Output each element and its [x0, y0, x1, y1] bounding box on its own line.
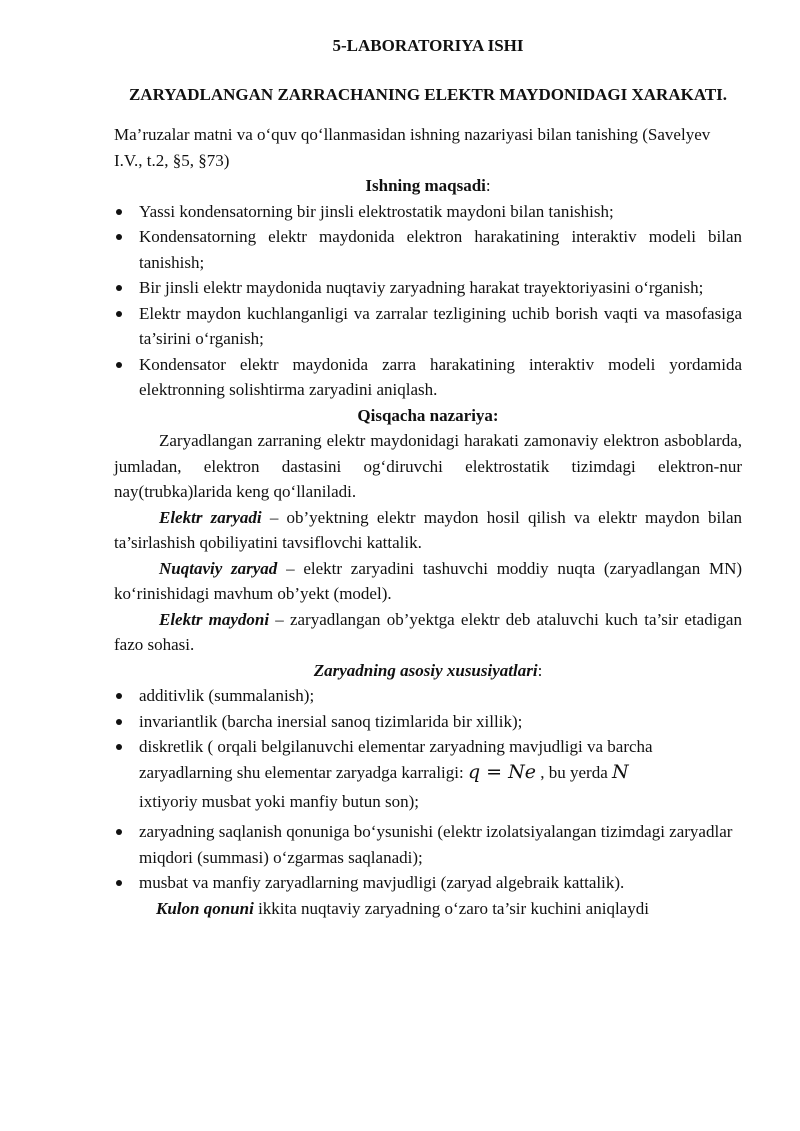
- intro-paragraph: Ma’ruzalar matni va o‘quv qo‘llanmasidan ishning nazariyasi bilan tanishing (Savelyev I.V., t.2, §5, §73): [114, 125, 711, 170]
- goal-item: [114, 301, 742, 352]
- property-item: [114, 683, 742, 709]
- document-body: [114, 34, 742, 921]
- goal-heading-colon: :: [485, 176, 491, 195]
- property-text: diskretlik ( orqali belgilanuvchi elementar zaryadning mavjudligi va barcha zaryadlarning shu elementar zaryadga karraligi:: [139, 737, 653, 782]
- formula-q-equals-ne: q = Ne: [467, 760, 537, 783]
- property-text: additivlik (summalanish);: [139, 686, 315, 705]
- main-title: [114, 84, 742, 106]
- bullet-icon: [116, 880, 122, 886]
- goal-item-text: Kondensator elektr maydonida zarra harakatining interaktiv modeli yordamida elektronning solishtirma zaryadini aniqlash.: [139, 354, 742, 399]
- definition-text: – elektr zaryadini tashuvchi moddiy nuqta (zaryadlangan MN) ko‘rinishidagi mavhum ob’yekt (model).: [114, 558, 743, 603]
- properties-list: [114, 683, 742, 896]
- bullet-icon: [116, 693, 122, 699]
- goal-item: [114, 275, 742, 301]
- definition-term: Elektr zaryadi: [159, 507, 262, 527]
- property-item: [114, 870, 742, 896]
- bullet-icon: [116, 311, 122, 317]
- coulomb-text: ikkita nuqtaviy zaryadning o‘zaro ta’sir kuchini aniqlaydi: [253, 898, 649, 918]
- bullet-icon: [116, 209, 122, 215]
- goal-heading-text: Ishning maqsadi: [365, 176, 486, 195]
- goal-heading: [114, 173, 742, 199]
- property-item: [114, 734, 742, 819]
- goal-item-text: Bir jinsli elektr maydonida nuqtaviy zaryadning harakat trayektoriyasini o‘rganish;: [139, 278, 704, 297]
- lab-title: 5-LABORATORIYA ISHI: [332, 36, 524, 55]
- bullet-icon: [116, 285, 122, 291]
- theory-paragraph: Zaryadlangan zarraning elektr maydonidagi harakati zamonaviy elektron asboblarda, jumladan, elektron dastasini og‘diruvchi elektrostatik tizimdagi elektron-nur nay(trubka)larida keng qo‘llaniladi.: [114, 431, 742, 501]
- properties-heading: [114, 658, 742, 684]
- definition-term: Elektr maydoni: [159, 609, 270, 629]
- properties-heading-text: Zaryadning asosiy xususiyatlari: [313, 660, 538, 680]
- main-title-text: ZARYADLANGAN ZARRACHANING ELEKTR MAYDONIDAGI XARAKATI.: [128, 85, 728, 104]
- definition-text: – ob’yektning elektr maydon hosil qilish va elektr maydon bilan ta’sirlashish qobiliyatini tavsiflovchi kattalik.: [114, 507, 742, 552]
- property-text: musbat va manfiy zaryadlarning mavjudligi (zaryad algebraik kattalik).: [139, 873, 625, 892]
- goal-item-text: Yassi kondensatorning bir jinsli elektrostatik maydoni bilan tanishish;: [139, 201, 614, 221]
- properties-heading-colon: :: [537, 660, 543, 680]
- formula-symbol-n: N: [612, 760, 629, 783]
- bullet-icon: [116, 362, 122, 368]
- definition-point-charge: [114, 556, 742, 607]
- coulomb-law-paragraph: [114, 896, 742, 922]
- goal-item: [114, 352, 742, 403]
- coulomb-term: Kulon qonuni: [156, 898, 254, 918]
- bullet-icon: [116, 744, 122, 750]
- bullet-icon: [116, 829, 122, 835]
- goal-list: [114, 199, 742, 403]
- property-item: [114, 709, 742, 735]
- goal-item-text: Kondensatorning elektr maydonida elektron harakatining interaktiv modeli bilan tanishish;: [139, 227, 742, 272]
- goal-item-text: Elektr maydon kuchlanganligi va zarralar tezligining uchib borish vaqti va masofasiga ta’sirini o‘rganish;: [139, 303, 742, 348]
- property-text: zaryadning saqlanish qonuniga bo‘ysunishi (elektr izolatsiyalangan tizimdagi zaryadlar miqdori (summasi) o‘zgarmas saqlanadi);: [139, 822, 733, 867]
- property-text: invariantlik (barcha inersial sanoq tizimlarida bir xillik);: [139, 711, 523, 731]
- property-text-middle: , bu yerda: [536, 762, 613, 782]
- theory-heading: Qisqacha nazariya:: [357, 405, 499, 425]
- bullet-icon: [116, 719, 122, 725]
- definition-electric-charge: [114, 505, 742, 556]
- property-text-end: ixtiyoriy musbat yoki manfiy butun son);: [139, 792, 420, 811]
- property-item: [114, 819, 742, 870]
- definition-text: – zaryadlangan ob’yektga elektr deb ataluvchi kuch ta’sir etadigan fazo sohasi.: [114, 609, 742, 654]
- bullet-icon: [116, 234, 122, 240]
- definition-electric-field: [114, 607, 742, 658]
- goal-item: [114, 199, 742, 225]
- goal-item: [114, 224, 742, 275]
- definition-term: Nuqtaviy zaryad: [159, 558, 278, 578]
